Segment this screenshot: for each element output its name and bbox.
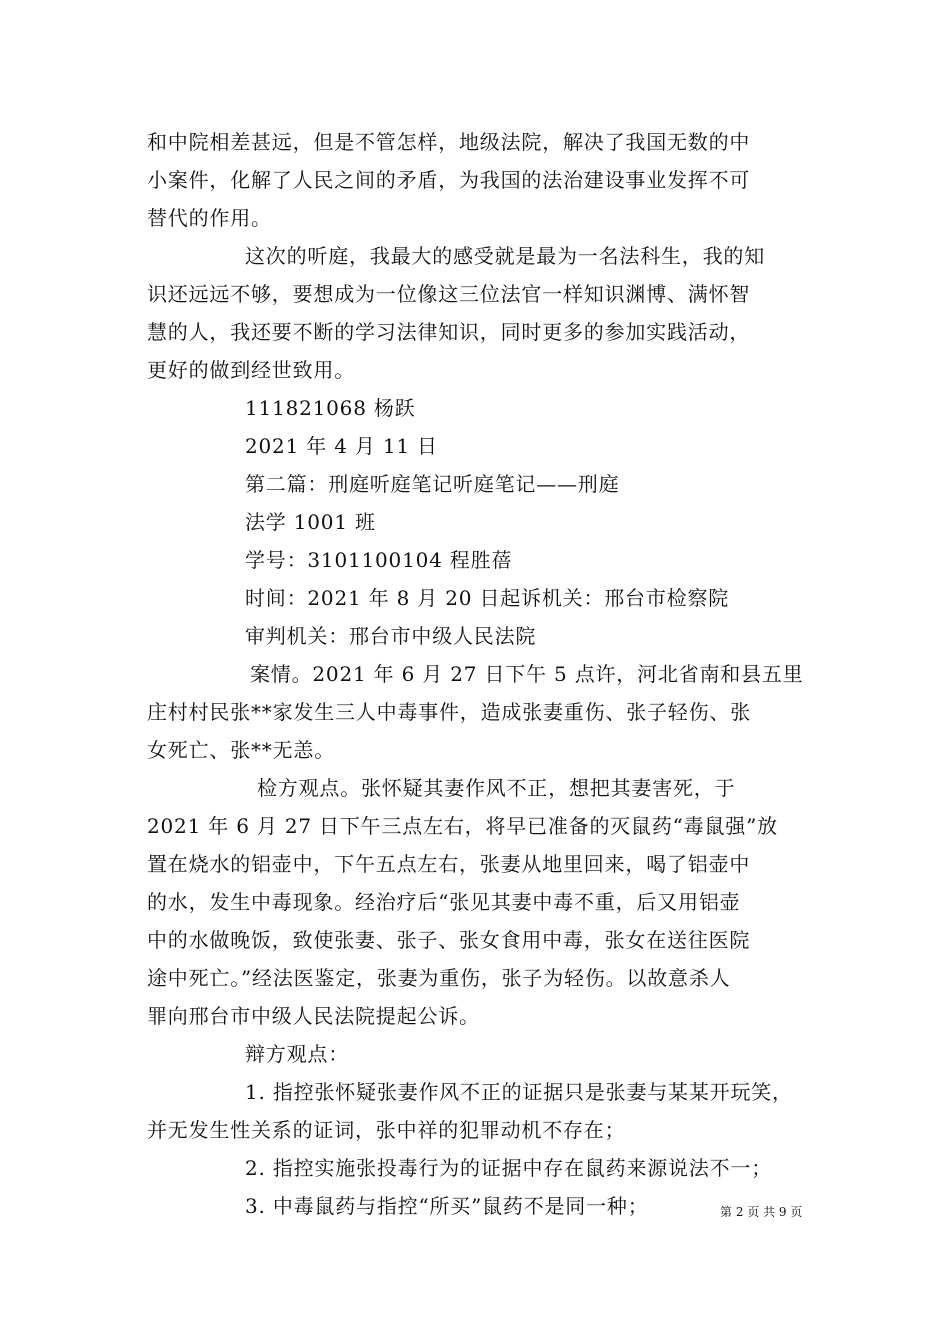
court-line: 审判机关：邢台市中级人民法院 — [245, 624, 537, 648]
text-line: 女死亡、张**无恙。 — [147, 738, 335, 762]
author-line: 111821068 杨跃 — [245, 396, 416, 420]
paragraph-start: 案情。2021 年 6 月 27 日下午 5 点许，河北省南和县五里 — [250, 662, 804, 686]
page-number: 第 2 页 共 9 页 — [720, 1205, 803, 1219]
list-item: 2. 指控实施张投毒行为的证据中存在鼠药来源说法不一； — [245, 1156, 773, 1180]
paragraph-start: 这次的听庭，我最大的感受就是最为一名法科生，我的知 — [245, 244, 765, 268]
text-line: 识还远远不够，要想成为一位像这三位法官一样知识渊博、满怀智 — [147, 282, 751, 306]
defense-heading: 辩方观点： — [245, 1042, 349, 1066]
text-line: 替代的作用。 — [147, 206, 272, 230]
text-line: 小案件，化解了人民之间的矛盾，为我国的法治建设事业发挥不可 — [147, 168, 751, 192]
text-line: 慧的人，我还要不断的学习法律知识，同时更多的参加实践活动， — [147, 320, 751, 344]
text-line: 途中死亡。”经法医鉴定，张妻为重伤，张子为轻伤。以故意杀人 — [147, 966, 731, 990]
student-id-line: 学号：3101100104 程胜蓓 — [245, 548, 513, 572]
list-item: 3. 中毒鼠药与指控“所买”鼠药不是同一种； — [245, 1194, 649, 1218]
text-line: 庄村村民张**家发生三人中毒事件，造成张妻重伤、张子轻伤、张 — [147, 700, 751, 724]
paragraph-start: 检方观点。张怀疑其妻作风不正，想把其妻害死，于 — [257, 776, 736, 800]
text-line: 2021 年 6 月 27 日下午三点左右，将早已准备的灭鼠药“毒鼠强”放 — [147, 814, 778, 838]
text-line: 和中院相差甚远，但是不管怎样，地级法院，解决了我国无数的中 — [147, 130, 751, 154]
text-line: 罪向邢台市中级人民法院提起公诉。 — [147, 1004, 480, 1028]
text-line: 的水，发生中毒现象。经治疗后“张见其妻中毒不重，后又用铝壶 — [147, 890, 741, 914]
class-line: 法学 1001 班 — [245, 510, 376, 534]
list-item: 1. 指控张怀疑张妻作风不正的证据只是张妻与某某开玩笑， — [245, 1080, 793, 1104]
time-line: 时间：2021 年 8 月 20 日起诉机关：邢台市检察院 — [245, 586, 730, 610]
section-title: 第二篇：刑庭听庭笔记听庭笔记——刑庭 — [245, 472, 620, 496]
date-line: 2021 年 4 月 11 日 — [245, 434, 438, 458]
text-line: 并无发生性关系的证词，张中祥的犯罪动机不存在； — [147, 1118, 626, 1142]
text-line: 中的水做晚饭，致使张妻、张子、张女食用中毒，张女在送往医院 — [147, 928, 751, 952]
text-line: 置在烧水的铝壶中，下午五点左右，张妻从地里回来，喝了铝壶中 — [147, 852, 751, 876]
text-line: 更好的做到经世致用。 — [147, 358, 355, 382]
